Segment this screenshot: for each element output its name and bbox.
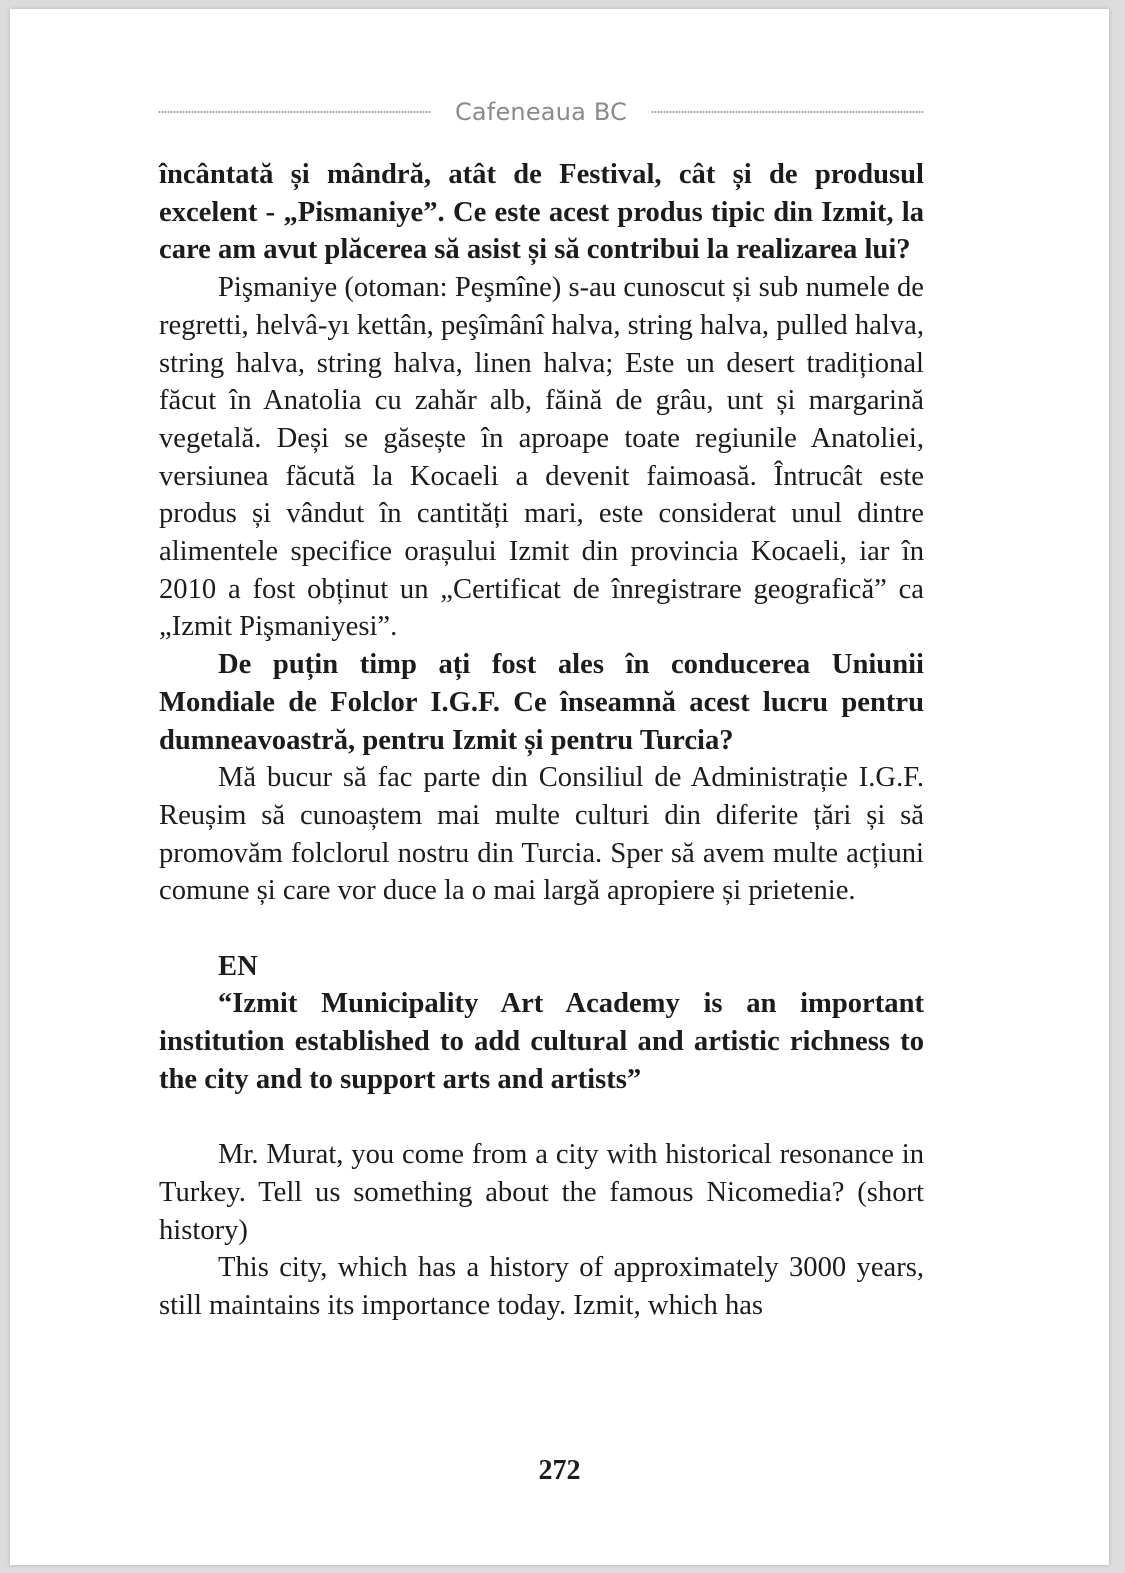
answer-paragraph-1: Pişmaniye (otoman: Peşmîne) s-au cunoscut și sub numele de regretti, helvâ-yı kettân, peşîmânî halva, string halva, pulled halva, string halva, string halva, linen halva; Este un desert tradițional făcut în Anatolia cu zahăr alb, făină de grâu, unt și margarină vegetală. Deși se găsește în aproape toate regiunile Anatoliei, versiunea făcută la Kocaeli a devenit faimoasă. Întrucât este produs și vândut în cantități mari, este considerat unul dintre alimentele specifice orașului Izmit din provincia Kocaeli, iar în 2010 a fost obținut un „Certificat de înregistrare geografică” ca „Izmit Pişmaniyesi”. [159, 272, 924, 643]
answer-paragraph-2: Mă bucur să fac parte din Consiliul de Administrație I.G.F. Reușim să cunoaștem mai multe culturi din diferite țări și să promovăm folclorul nostru din Turcia. Sper să avem multe acțiuni comune și care vor duce la o mai largă apropiere și prietenie. [159, 762, 924, 907]
page-number: 272 [538, 1455, 581, 1486]
spacer [159, 910, 924, 948]
question-paragraph-2: De puțin timp ați fost ales în conducerea Uniunii Mondiale de Folclor I.G.F. Ce înseamnă acest lucru pentru dumneavoastră, pentru Izmit și pentru Turcia? [159, 649, 924, 756]
english-answer-paragraph: This city, which has a history of approximately 3000 years, still maintains its importance today. Izmit, which has [159, 1252, 924, 1322]
running-header [158, 95, 924, 129]
book-page [10, 9, 1109, 1565]
header-rule-left [158, 110, 431, 114]
running-header-title: Cafeneaua BC [454, 98, 628, 126]
english-question-paragraph: Mr. Murat, you come from a city with historical resonance in Turkey. Tell us something about the famous Nicomedia? (short history) [159, 1139, 924, 1246]
english-title: “Izmit Municipality Art Academy is an important institution established to add cultural and artistic richness to the city and to support arts and artists” [159, 988, 924, 1095]
header-rule-right [651, 110, 924, 114]
spacer [159, 1099, 924, 1137]
page-body [159, 156, 924, 1325]
language-label: EN [218, 950, 258, 982]
question-paragraph-1: încântată și mândră, atât de Festival, cât și de produsul excelent - „Pismaniye”. Ce este acest produs tipic din Izmit, la care am avut plăcerea să asist și să contribui la realizarea lui? [159, 159, 924, 266]
